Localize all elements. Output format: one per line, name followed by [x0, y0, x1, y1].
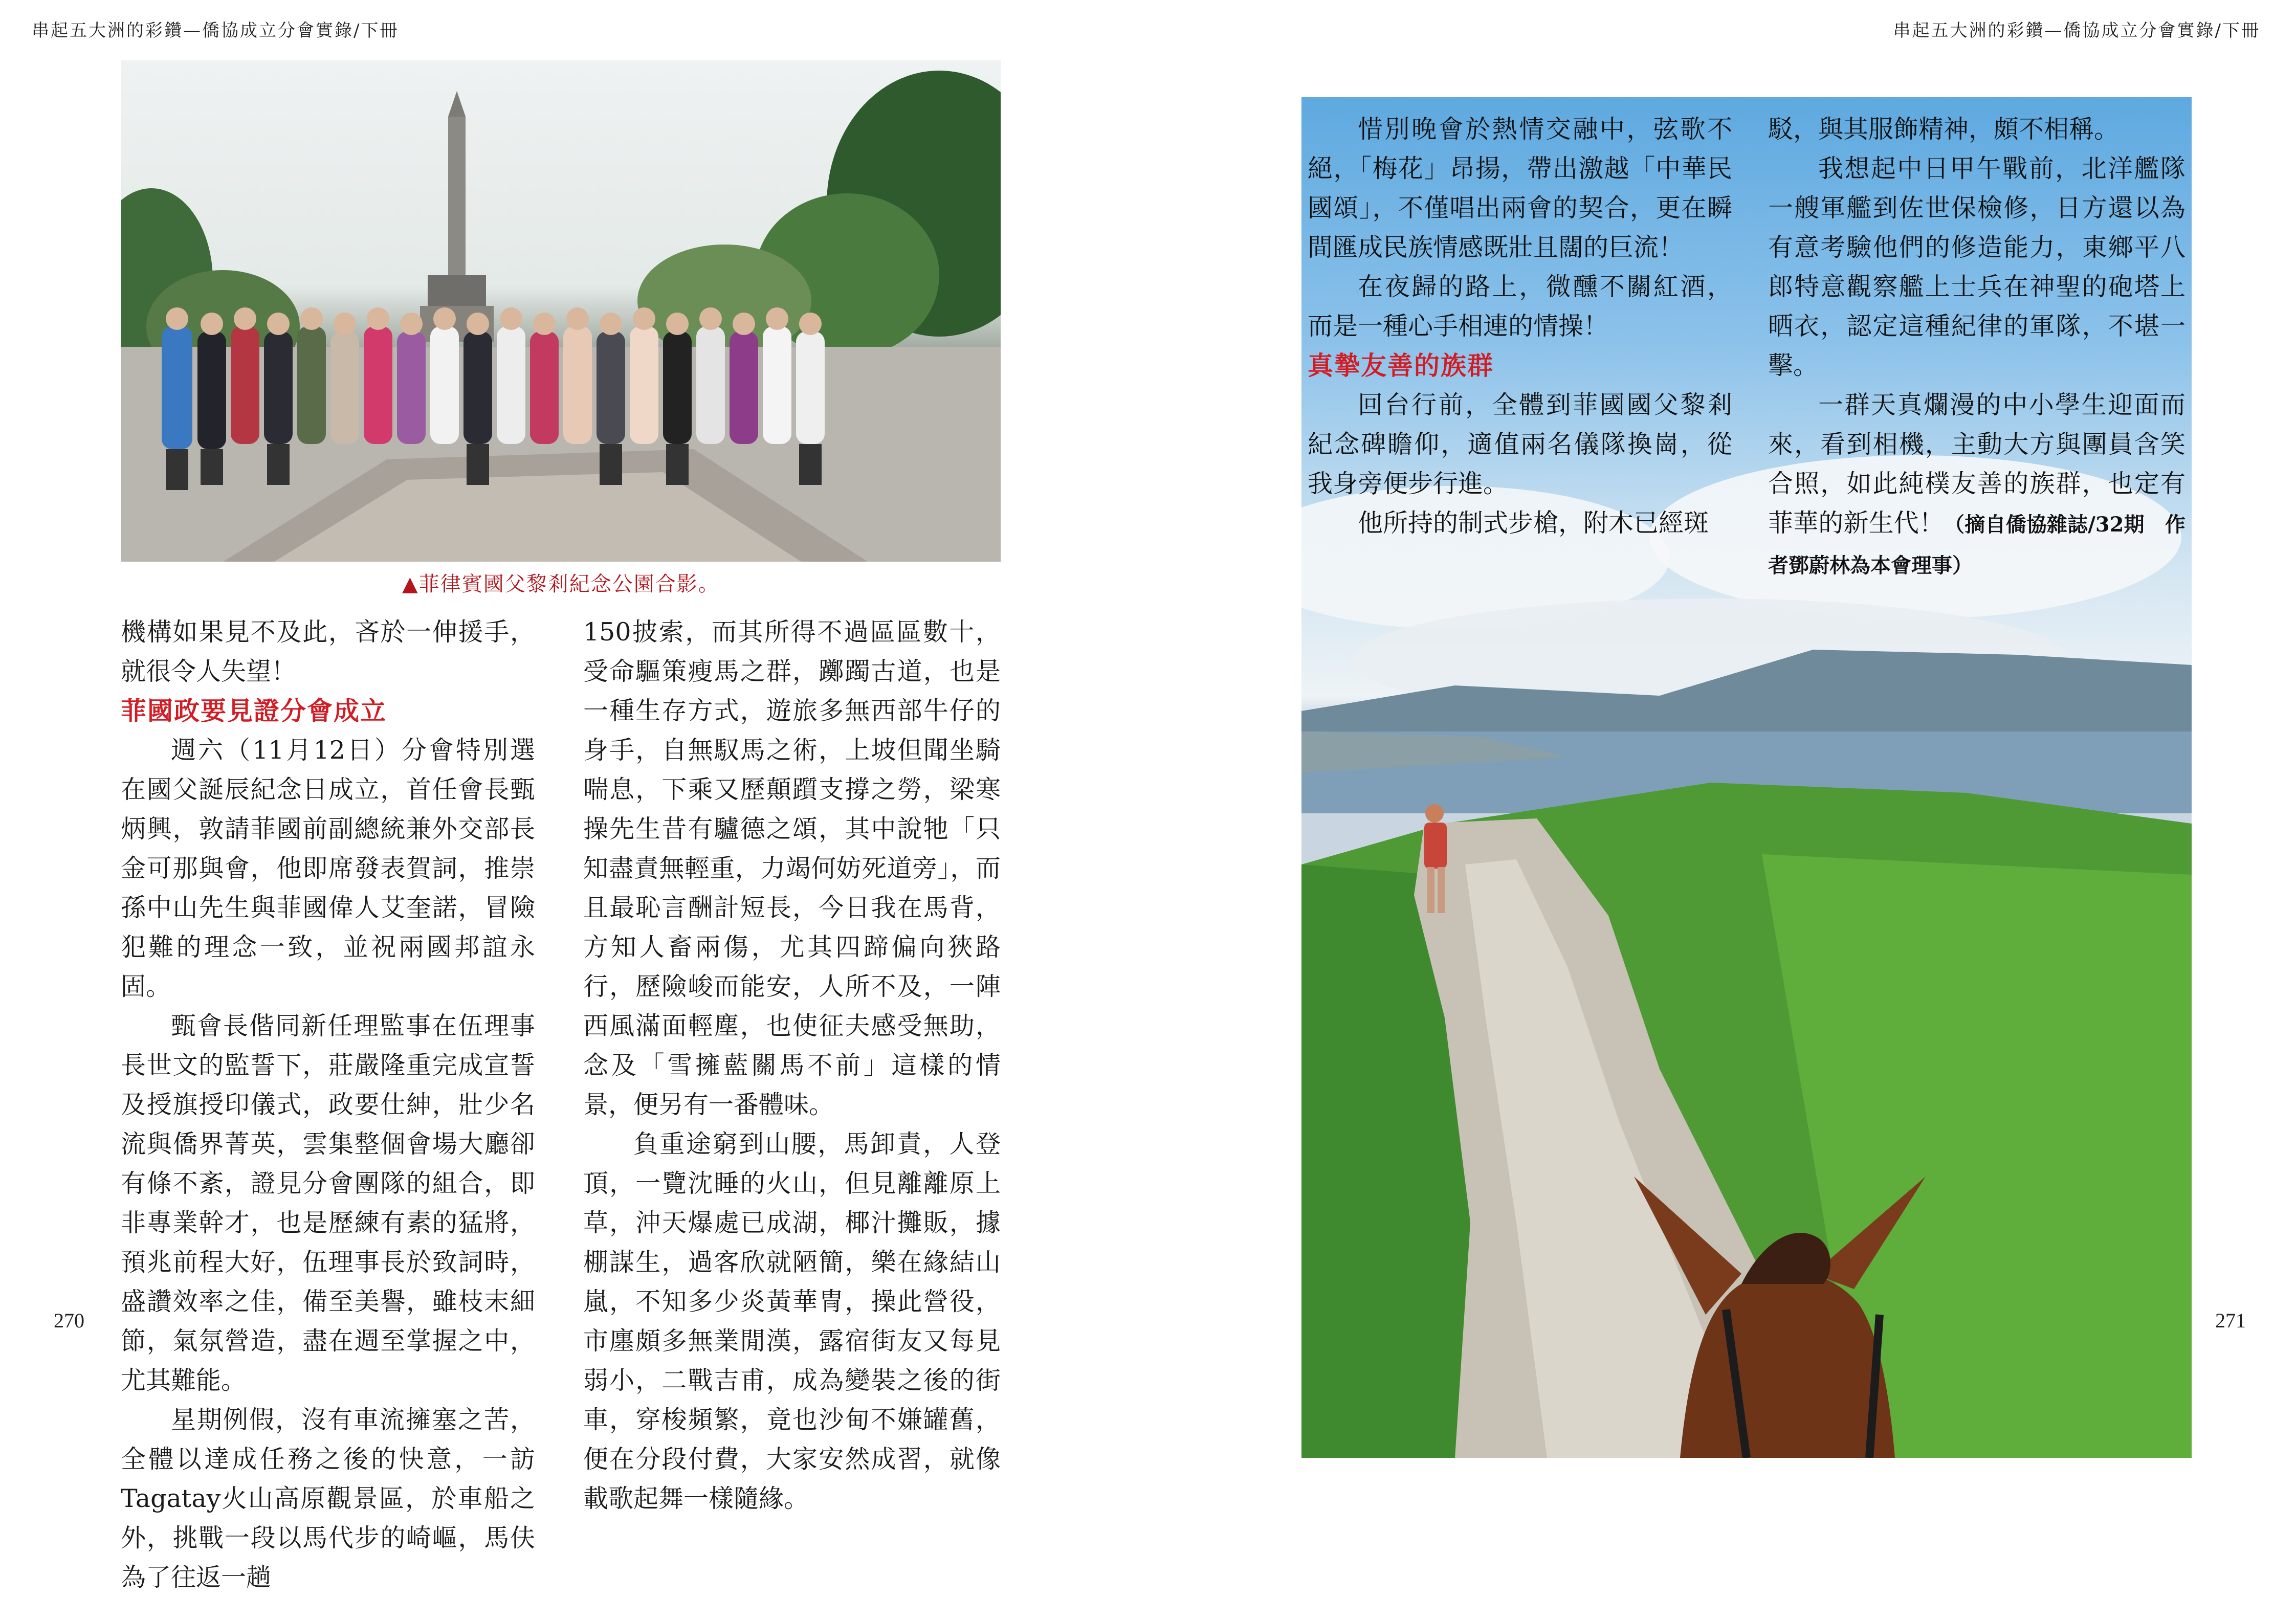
- right-column-2: [1768, 109, 2185, 585]
- paragraph: 駁，與其服飾精神，頗不相稱。: [1768, 115, 2120, 144]
- paragraph-text: 一群天真爛漫的中小學生迎面而來，看到相機，主動大方與團員含笑合照，如此純樸友善的族群，也定有菲華的新生代！: [1768, 390, 2185, 538]
- paragraph: 在夜歸的路上，微醺不關紅酒，而是一種心手相連的情操！: [1308, 272, 1732, 341]
- paragraph: 回台行前，全體到菲國國父黎剎紀念碑瞻仰，適值兩名儀隊換崗，從我身旁便步行進。: [1308, 390, 1732, 498]
- group-photo-illustration: [121, 60, 1001, 562]
- paragraph: 負重途窮到山腰，馬卸責，人登頂，一覽沈睡的火山，但見離離原上草，沖天爆處已成湖，椰汁攤販，據棚謀生，過客欣就陋簡，樂在緣結山嵐，不知多少炎黃華冑，操此營役，市廛頗多無業閒漢，露宿街友又每見弱小，二戰吉甫，成為變裝之後的街車，穿梭頻繁，竟也沙甸不嫌罐舊，便在分段付費，大家安然成習，就像載歌起舞一樣隨緣。: [583, 1129, 1001, 1513]
- page-number-right: 271: [2215, 1309, 2246, 1332]
- paragraph: [1768, 385, 2185, 585]
- group-photo-monument: [121, 60, 1001, 562]
- paragraph: 週六（11月12日）分會特別選在國父誕辰紀念日成立，首任會長甄炳興，敦請菲國前副總統兼外交部長金可那與會，他即席發表賀詞，推崇孫中山先生與菲國偉人艾奎諾，冒險犯難的理念一致，並祝兩國邦誼永固。: [121, 736, 535, 1001]
- right-column-1: [1308, 109, 1732, 543]
- photo-caption: ▲菲律賓國父黎剎紀念公園合影。: [402, 572, 720, 596]
- paragraph: 150披索，而其所得不過區區數十，受命驅策瘦馬之群，躑躅古道，也是一種生存方式，遊旅多無西部牛仔的身手，自無馭馬之術，上坡但聞坐騎喘息，下乘又歷顛躓支撐之勞，梁寒操先生昔有驢德之頌，其中說牠「只知盡責無輕重，力竭何妨死道旁」，而且最恥言酬計短長，今日我在馬背，方知人畜兩傷，尤其四蹄偏向狹路行，歷險峻而能安，人所不及，一陣西風滿面輕塵，也使征夫感受無助，念及「雪擁藍關馬不前」這樣的情景，便另有一番體味。: [583, 617, 1001, 1119]
- paragraph: 他所持的制式步槍，附木已經斑: [1358, 508, 1709, 538]
- source-note: （摘自僑協雜誌/32期 作者鄧蔚林為本會理事）: [1768, 513, 2185, 578]
- paragraph: 機構如果見不及此，吝於一伸援手，就很令人失望！: [121, 617, 535, 686]
- paragraph: 我想起中日甲午戰前，北洋艦隊一艘軍艦到佐世保檢修，日方還以為有意考驗他們的修造能力，東鄉平八郎特意觀察艦上士兵在神聖的砲塔上晒衣，認定這種紀律的軍隊，不堪一擊。: [1768, 154, 2185, 380]
- section-heading: 菲國政要見證分會成立: [121, 696, 387, 726]
- running-header-left: 串起五大洲的彩鑽—僑協成立分會實錄/下冊: [32, 20, 399, 41]
- page-number-left: 270: [54, 1309, 84, 1332]
- running-header-right: 串起五大洲的彩鑽—僑協成立分會實錄/下冊: [1893, 20, 2260, 41]
- paragraph: 甄會長偕同新任理監事在伍理事長世文的監誓下，莊嚴隆重完成宣誓及授旗授印儀式，政要仕紳，壯少名流與僑界菁英，雲集整個會場大廳卻有條不紊，證見分會團隊的組合，即非專業幹才，也是歷練有素的猛將，預兆前程大好，伍理事長於致詞時，盛讚效率之佳，備至美譽，雖枝末細節，氣氛營造，盡在週至掌握之中，尤其難能。: [121, 1011, 535, 1395]
- left-column-2: [583, 612, 1001, 1518]
- left-column-1: [121, 612, 535, 1597]
- section-heading: 真摯友善的族群: [1308, 350, 1494, 381]
- paragraph: 惜別晚會於熱情交融中，弦歌不絕，「梅花」昂揚，帶出激越「中華民國頌」，不僅唱出兩會的契合，更在瞬間匯成民族情感既壯且闊的巨流！: [1308, 115, 1732, 262]
- paragraph: 星期例假，沒有車流擁塞之苦，全體以達成任務之後的快意，一訪Tagatay火山高原觀景區，於車船之外，挑戰一段以馬代步的崎嶇，馬伕為了往返一趟: [121, 1405, 535, 1592]
